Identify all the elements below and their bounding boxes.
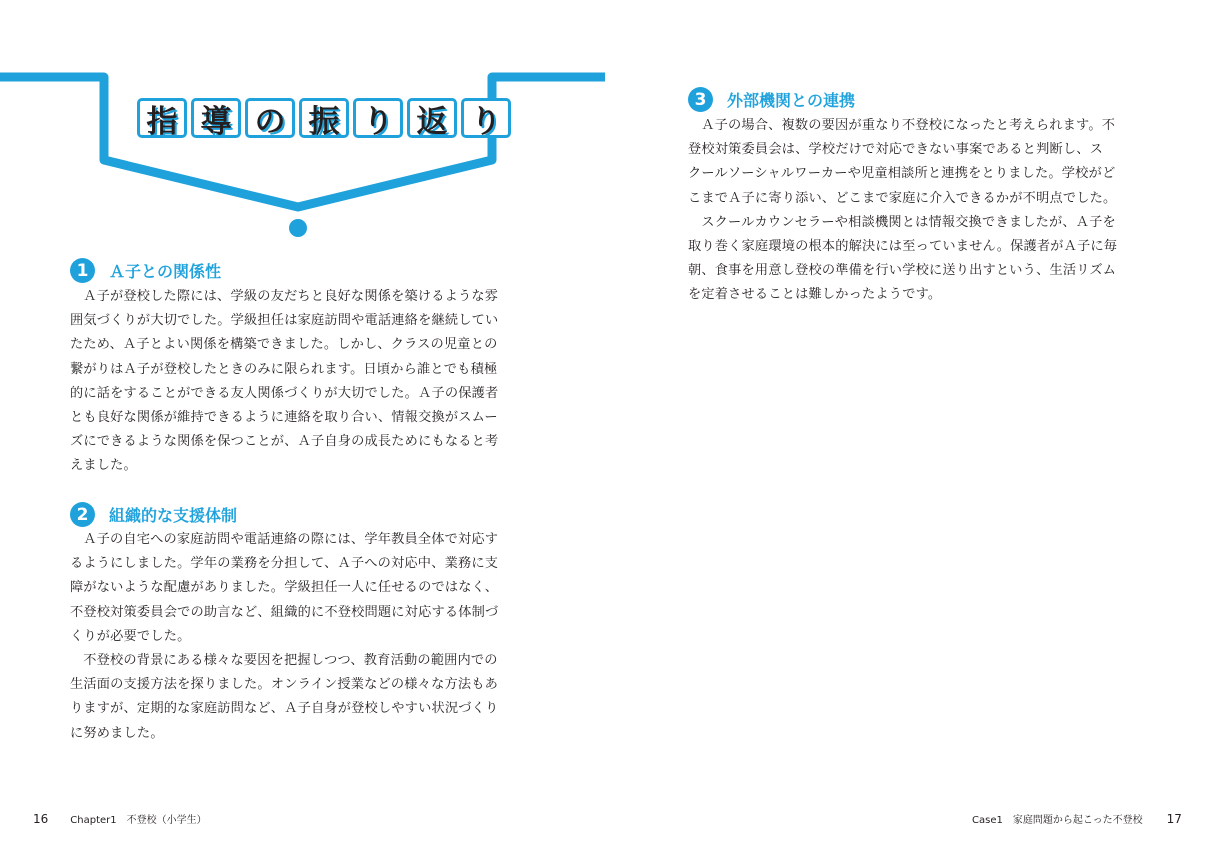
title-char: り	[353, 98, 403, 138]
page-number-left: 16	[33, 811, 49, 826]
text-line: ズにできるような関係を保つことが、Ａ子自身の成長ためにもなると考	[70, 434, 499, 450]
text-line: 囲気づくりが大切でした。学級担任は家庭訪問や電話連絡を継続してい	[70, 313, 499, 329]
section-3-body	[688, 114, 1117, 308]
title-char: り	[461, 98, 511, 138]
text-line: 不登校の背景にある様々な要因を把握しつつ、教育活動の範囲内での	[83, 653, 498, 669]
text-line: クールソーシャルワーカーや児童相談所と連携をとりました。学校がど	[688, 166, 1116, 182]
section-title: 外部機関との連携	[727, 91, 856, 110]
text-line: とも良好な関係が維持できるように連絡を取り合い、情報交換がスムー	[70, 410, 498, 426]
section-3-heading	[688, 87, 855, 112]
paragraph	[70, 285, 498, 479]
section-2-body	[70, 528, 498, 746]
text-line: スクールカウンセラーや相談機関とは情報交換できましたが、Ａ子を	[701, 214, 1116, 230]
text-line: 不登校対策委員会での助言など、組織的に不登校問題に対応する体制づ	[70, 604, 499, 620]
section-2-heading	[70, 502, 237, 527]
section-title: 組織的な支援体制	[109, 506, 238, 525]
title-char: の	[245, 98, 295, 138]
text-line: えました。	[70, 458, 137, 474]
text-line: りますが、定期的な家庭訪問など、Ａ子自身が登校しやすい状況づくり	[70, 701, 499, 717]
title-char: 返	[407, 98, 457, 138]
text-line: 登校対策委員会は、学校だけで対応できない事案であると判断し、ス	[688, 142, 1104, 158]
section-title: Ａ子との関係性	[109, 262, 222, 281]
title-char: 指	[137, 98, 187, 138]
text-line: るようにしました。学年の業務を分担して、Ａ子への対応中、業務に支	[70, 556, 499, 572]
section-number-badge: 3	[688, 87, 713, 112]
title-char: 導	[191, 98, 241, 138]
footer-right	[972, 811, 1182, 826]
text-line: 朝、食事を用意し登校の準備を行い学校に送り出すという、生活リズム	[688, 263, 1117, 279]
text-line: たため、Ａ子とよい関係を構築できました。しかし、クラスの児童との	[70, 337, 498, 353]
text-line: 障がないような配慮がありました。学級担任一人に任せるのではなく、	[70, 580, 499, 596]
text-line: こまでＡ子に寄り添い、どこまで家庭に介入できるかが不明点でした。	[688, 190, 1117, 206]
case-label: Case1 家庭問題から起こった不登校	[972, 815, 1143, 826]
text-line: 取り巻く家庭環境の根本的解決には至っていません。保護者がＡ子に毎	[688, 239, 1118, 255]
text-line: に努めました。	[70, 725, 164, 741]
footer-left	[33, 811, 207, 826]
chapter-label: Chapter1 不登校（小学生）	[70, 815, 207, 826]
text-line: Ａ子が登校した際には、学級の友だちと良好な関係を築けるような雰	[83, 289, 499, 304]
section-1-body	[70, 285, 498, 479]
banner-dot	[289, 219, 307, 237]
text-line: 繋がりはＡ子が登校したときのみに限られます。日頃から誰とでも積極	[70, 361, 498, 377]
page-number-right: 17	[1166, 811, 1182, 826]
text-line: Ａ子の場合、複数の要因が重なり不登校になったと考えられます。不	[701, 118, 1116, 133]
section-number-badge: 1	[70, 258, 95, 283]
title-char: 振	[299, 98, 349, 138]
text-line: を定着させることは難しかったようです。	[688, 287, 942, 303]
section-1-heading	[70, 258, 221, 283]
paragraph	[70, 528, 498, 649]
paragraph	[70, 649, 498, 746]
paragraph	[688, 211, 1117, 308]
paragraph	[688, 114, 1117, 211]
text-line: 的に話をすることができる友人関係づくりが大切でした。Ａ子の保護者	[70, 385, 499, 401]
page-title	[137, 98, 511, 138]
text-line: Ａ子の自宅への家庭訪問や電話連絡の際には、学年教員全体で対応す	[83, 532, 499, 547]
section-number-badge: 2	[70, 502, 95, 527]
text-line: くりが必要でした。	[70, 628, 191, 644]
text-line: 生活面の支援方法を探りました。オンライン授業などの様々な方法もあ	[70, 677, 499, 693]
